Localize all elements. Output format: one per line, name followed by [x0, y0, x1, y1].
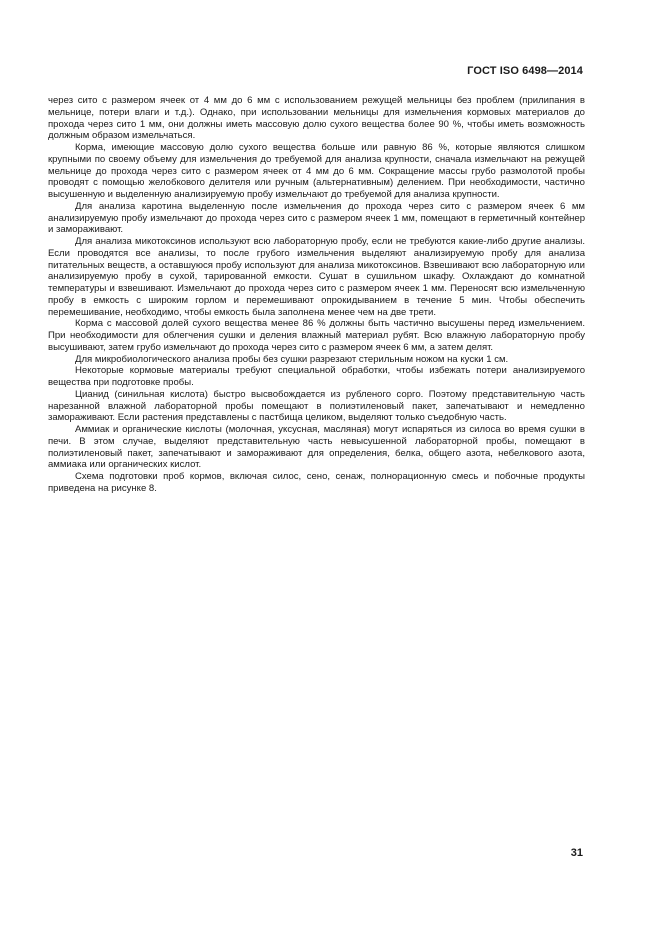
- page-number: 31: [570, 847, 583, 859]
- paragraph-low-dry-matter: Корма с массовой долей сухого вещества менее 86 % должны быть частично высушены перед измельчением. При необходимости для облегчения сушки и деления влажный материал рубят. Всю влажную лабораторную пробу высушивают, затем грубо измельчают до прохода через сито с размером ячеек 6 мм, а затем делят.: [48, 318, 585, 353]
- paragraph-ammonia-acids: Аммиак и органические кислоты (молочная, уксусная, масляная) могут испаряться из силоса во время сушки в печи. В этом случае, выделяют представительную часть невысушенной лабораторной пробы, помещают в полиэтиленовый пакет, запечатывают и замораживают для определения, белка, общего азота, небелкового азота, аммиака или органических кислот.: [48, 424, 585, 471]
- paragraph-cyanide: Цианид (синильная кислота) быстро высвобождается из рубленого сорго. Поэтому представительную часть нарезанной влажной лабораторной пробы помещают в полиэтиленовый пакет, запечатывают и немедленно замораживают. Если растения представлены с пастбища целиком, выделяют только съедобную часть.: [48, 388, 585, 424]
- body-text: [48, 95, 585, 495]
- paragraph-dry-matter-86: Корма, имеющие массовую долю сухого вещества больше или равную 86 %, которые являются слишком крупными по своему объему для измельчения до требуемой для анализа крупности, сначала измельчают на режущей мельнице до прохода через сито с размером ячеек от 4 мм до 6 мм. Сокращение массы грубо размолотой пробы проводят с помощью желобкового делителя или ручным (альтернативным) делением. При необходимости, частично высушенную и выделенную анализируемую пробу измельчают до требуемой для анализа крупности.: [48, 142, 585, 200]
- paragraph-microbiological: Для микробиологического анализа пробы без сушки разрезают стерильным ножом на куски 1 см.: [75, 353, 509, 365]
- paragraph-carotene: Для анализа каротина выделенную после измельчения до прохода через сито с размером ячеек 6 мм анализируемую пробу измельчают до прохода через сито с размером ячеек 1 мм, помещают в герметичный контейнер и замораживают.: [48, 200, 585, 236]
- paragraph-figure-reference: Схема подготовки проб кормов, включая силос, сено, сенаж, полнорационную смесь и побочные продукты приведена на рисунке 8.: [48, 471, 585, 494]
- document-header-standard: ГОСТ ISO 6498—2014: [467, 65, 583, 77]
- paragraph-mycotoxins: Для анализа микотоксинов используют всю лабораторную пробу, если не требуются какие-либо другие анализы. Если проводятся все анализы, то после грубого измельчения выделяют анализируемую пробу для анализа питательных веществ, а оставшуюся пробу используют для анализа микотоксинов. Взвешивают всю лабораторную или анализируемую пробу в сухой, тарированной емкости. Сушат в сушильном шкафу. Охлаждают до комнатной температуры и взвешивают. Измельчают до прохода через сито с размером ячеек 1 мм. Переносят всю измельченную пробу в емкость с широким горлом и перемешивают опрокидыванием в течение 5 мин. Чтобы обеспечить перемешивание, необходимо, чтобы емкость была заполнена менее чем на две трети.: [48, 236, 585, 318]
- paragraph-continuation: через сито с размером ячеек от 4 мм до 6 мм с использованием режущей мельницы без проблем (прилипания в мельнице, потери влаги и т.д.). Однако, при использовании мельницы для измельчения кормовых материалов до прохода через сито 1 мм, они должны иметь массовую долю сухого вещества более 90 %, чтобы иметь возможность должным образом измельчаться.: [48, 95, 585, 142]
- paragraph-special-treatment: Некоторые кормовые материалы требуют специальной обработки, чтобы избежать потери анализируемого вещества при подготовке пробы.: [48, 365, 585, 388]
